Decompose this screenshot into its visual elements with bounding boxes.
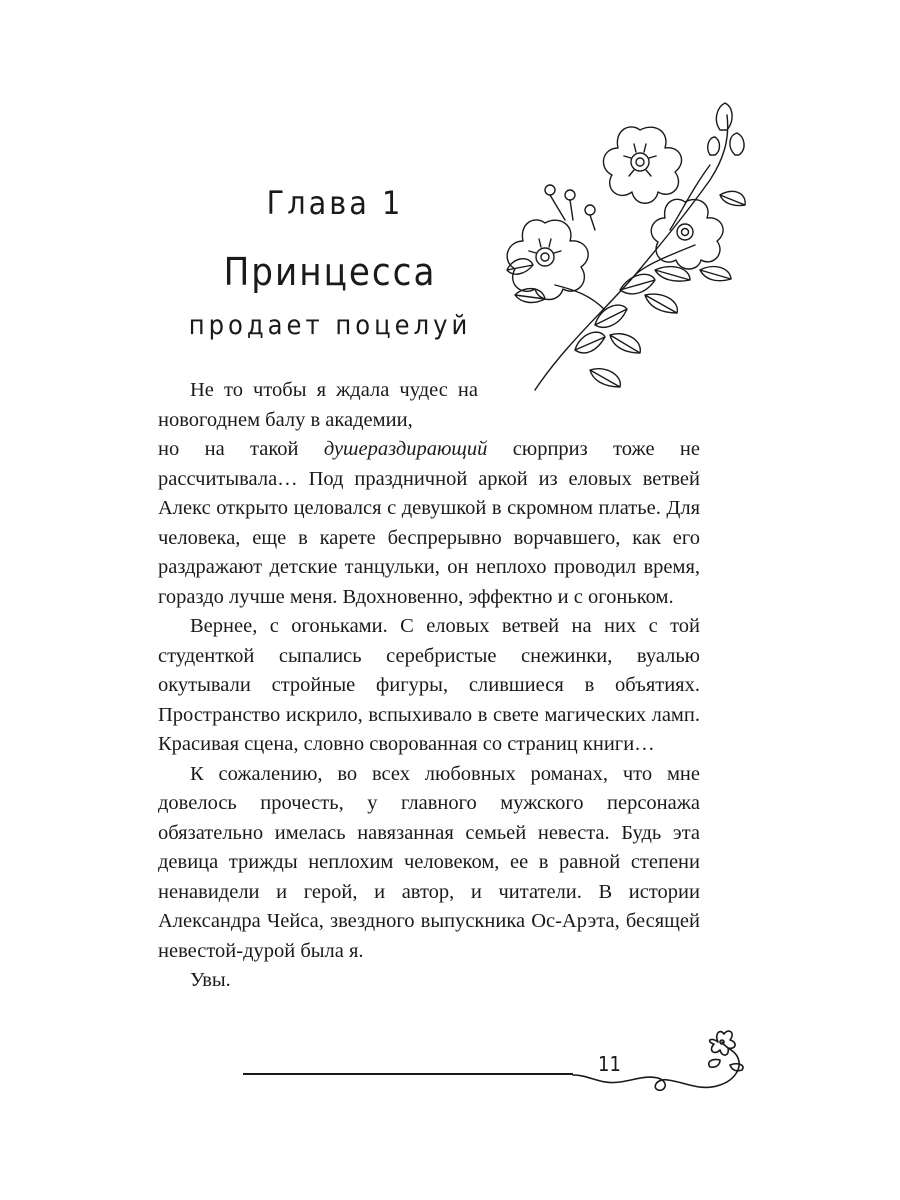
paragraph-1-part-c: сюрприз тоже не рассчитывала… Под праздничной аркой из еловых ветвей Алекс открыто целовался с девушкой в скромном платье. Для человека, еще в карете беспрерывно ворчавшего, как его раздражают детские танцульки, он неплохо проводил время, гораздо лучше меня. Вдохновенно, эффектно и с огоньком. — [158, 438, 700, 608]
chapter-title-line-2: продает поцелуй — [188, 310, 472, 341]
paragraph-1 — [158, 376, 700, 612]
paragraph-1-part-b: но на такой — [158, 438, 324, 460]
wild-rose-icon — [495, 95, 765, 400]
paragraph-1-emphasis: душераздирающий — [323, 438, 488, 460]
paragraph-3: К сожалению, во всех любовных романах, что мне довелось прочесть, у главного мужского персонажа обязательно имелась навязанная семьей невеста. Будь эта девица трижды неплохим человеком, ее в равной степени ненавидели и герой, и автор, и читатели. В истории Александра Чейса, звездного выпускника Ос-Арэта, бесящей невестой-дурой была я. — [158, 762, 700, 962]
body-text — [158, 376, 700, 996]
paragraph-4: Увы. — [190, 969, 231, 991]
page-number: 11 — [598, 1052, 621, 1076]
footer-rule — [243, 1073, 573, 1075]
paragraph-2: Вернее, с огоньками. С еловых ветвей на них с той студенткой сыпались серебристые снежинки, вуалью окутывали стройные фигуры, слившиеся в объятиях. Пространство искрило, вспыхивало в свете магических ламп. Красивая сцена, словно сворованная со страниц книги… — [158, 615, 700, 755]
chapter-number: Глава 1 — [266, 184, 404, 222]
chapter-title-line-1: Принцесса — [223, 250, 437, 294]
flower-flourish-icon — [570, 1020, 755, 1100]
paragraph-1-opening: Не то чтобы я ждала чудес на новогоднем балу в академии, — [158, 379, 478, 431]
